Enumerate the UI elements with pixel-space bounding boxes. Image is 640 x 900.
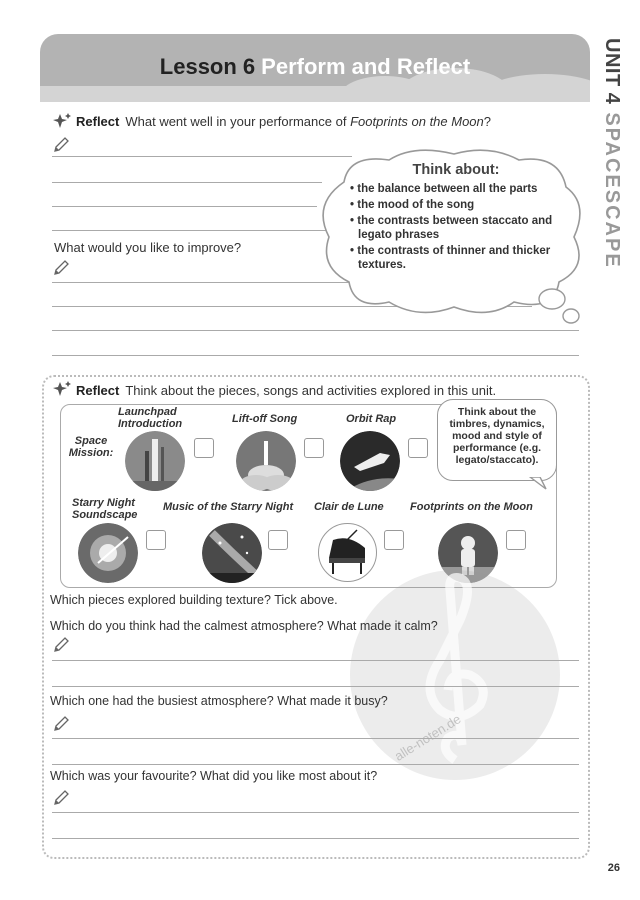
- think-item: • the mood of the song: [350, 198, 562, 212]
- tick-box[interactable]: [194, 438, 214, 458]
- rocket-launchpad-image: [125, 431, 185, 491]
- question-favourite: Which was your favourite? What did you like most about it?: [50, 769, 378, 783]
- question-busiest: Which one had the busiest atmosphere? What made it busy?: [50, 694, 388, 708]
- lesson-title: Perform and Reflect: [261, 54, 471, 79]
- tick-box[interactable]: [268, 530, 288, 550]
- unit-number: UNIT 4: [601, 38, 623, 105]
- answer-line[interactable]: [52, 838, 579, 839]
- piece-label-music-starry-night: Music of the Starry Night: [163, 501, 294, 513]
- night-sky-image: [202, 523, 262, 583]
- piece-label-starry-soundscape: Starry Night Soundscape: [72, 497, 138, 521]
- answer-line[interactable]: [52, 355, 579, 356]
- grand-piano-image: [318, 523, 377, 582]
- answer-line[interactable]: [52, 686, 579, 687]
- lesson-header: [40, 34, 590, 102]
- unit-name: SPACESCAPE: [601, 112, 623, 269]
- pencil-icon: [52, 636, 70, 654]
- question-texture: Which pieces explored building texture? Tick above.: [50, 593, 338, 607]
- page-title: [40, 54, 590, 80]
- think-about-title: Think about:: [412, 162, 500, 178]
- answer-line[interactable]: [52, 764, 579, 765]
- reflect-label: Reflect: [76, 114, 120, 129]
- lesson-number: Lesson 6: [159, 54, 256, 79]
- watermark-text: alle-noten.de: [391, 711, 464, 764]
- reflect-prompt-1: Reflect What went well in your performance of Footprints on the Moon?: [76, 114, 492, 129]
- answer-line[interactable]: [52, 660, 579, 661]
- reflect-label: Reflect: [76, 383, 120, 398]
- rocket-liftoff-image: [236, 431, 296, 491]
- starry-night-image: [78, 523, 138, 583]
- tick-box[interactable]: [384, 530, 404, 550]
- answer-line[interactable]: [52, 738, 579, 739]
- answer-line[interactable]: [52, 230, 332, 231]
- answer-line[interactable]: [52, 182, 322, 183]
- tick-box[interactable]: [304, 438, 324, 458]
- piece-label-footprints: Footprints on the Moon: [410, 501, 533, 513]
- piece-label-launchpad: Launchpad Introduction: [118, 406, 183, 430]
- bubble-tail: [528, 477, 548, 491]
- think-about-box: [350, 162, 562, 274]
- pencil-icon: [52, 789, 70, 807]
- think-item: • the contrasts between staccato and legato phrases: [350, 214, 562, 242]
- question-calmest: Which do you think had the calmest atmosphere? What made it calm?: [50, 619, 438, 633]
- sparkle-icon: [52, 112, 72, 130]
- pencil-icon: [52, 136, 70, 154]
- improve-prompt: What would you like to improve?: [54, 240, 242, 255]
- think-item: • the contrasts of thinner and thicker textures.: [350, 244, 562, 272]
- piece-label-liftoff: Lift-off Song: [232, 413, 298, 425]
- answer-line[interactable]: [52, 812, 579, 813]
- piece-label-clair-de-lune: Clair de Lune: [314, 501, 384, 513]
- page-number: 26: [607, 862, 620, 874]
- tick-box[interactable]: [506, 530, 526, 550]
- reflect-prompt-2: Reflect Think about the pieces, songs and activities explored in this unit.: [76, 383, 497, 398]
- tick-box[interactable]: [146, 530, 166, 550]
- space-shuttle-image: [340, 431, 400, 491]
- answer-line[interactable]: [52, 206, 317, 207]
- pencil-icon: [52, 715, 70, 733]
- piece-label-orbit: Orbit Rap: [346, 413, 397, 425]
- tick-box[interactable]: [408, 438, 428, 458]
- think-about-bubble: Think about the timbres, dynamics, mood and style of performance (e.g. legato/staccato).: [437, 399, 557, 481]
- unit-label: [600, 38, 624, 288]
- think-item: • the balance between all the parts: [350, 182, 562, 196]
- pencil-icon: [52, 259, 70, 277]
- space-mission-label: Space Mission:: [68, 435, 114, 459]
- sparkle-icon: [52, 380, 72, 398]
